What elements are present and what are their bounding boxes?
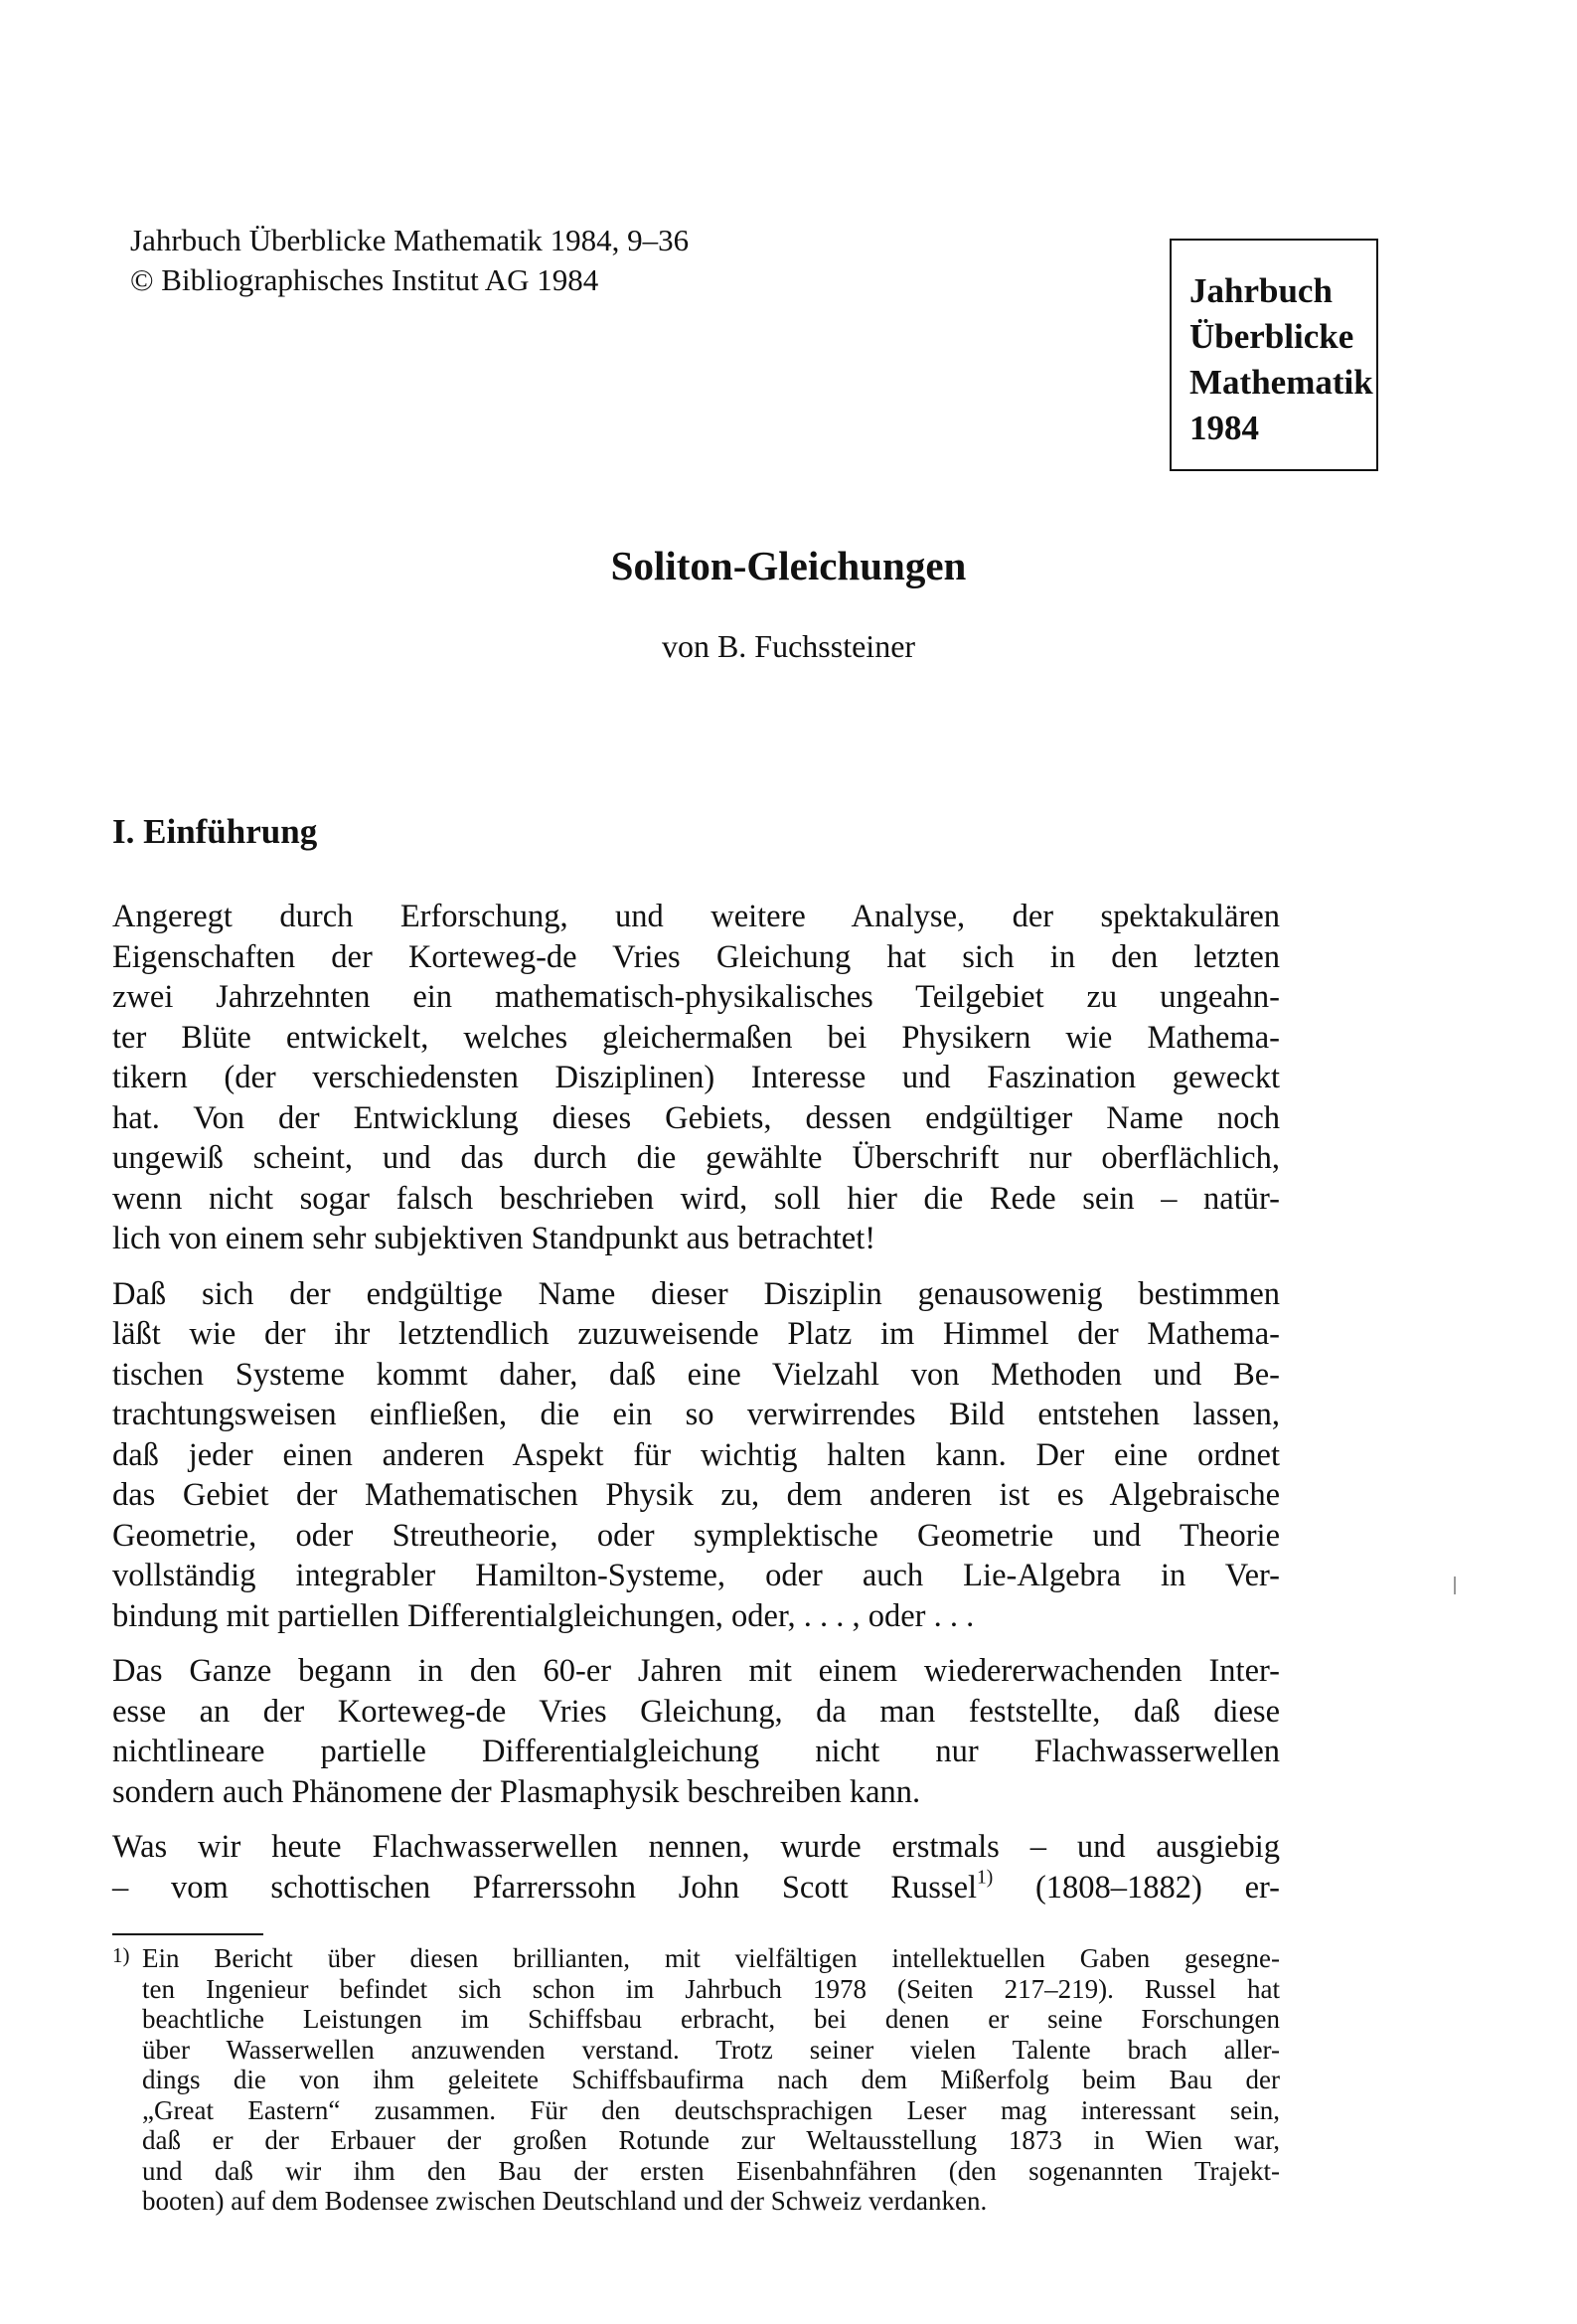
text-line: daß jeder einen anderen Aspekt für wichtig halten kann. Der eine ordnet bbox=[112, 1436, 1280, 1473]
journal-logo-box bbox=[1170, 239, 1378, 471]
footnote-mark: 1) bbox=[112, 1943, 130, 1967]
text-line: trachtungsweisen einfließen, die ein so verwirrendes Bild entstehen lassen, bbox=[112, 1397, 1280, 1432]
header-citation bbox=[130, 221, 689, 300]
text-line: läßt wie der ihr letztendlich zuzuweisende Platz im Himmel der Mathema- bbox=[112, 1316, 1280, 1352]
footnote bbox=[112, 1943, 1280, 2217]
text-line: zwei Jahrzehnten ein mathematisch-physikalisches Teilgebiet zu ungeahn- bbox=[112, 979, 1280, 1015]
text-line: bindung mit partiellen Differentialgleichungen, oder, . . . , oder . . . bbox=[112, 1597, 975, 1634]
text-line: wenn nicht sogar falsch beschrieben wird, soll hier die Rede sein – natür- bbox=[112, 1180, 1280, 1217]
text-line: Das Ganze begann in den 60-er Jahren mit einem wiedererwachenden Inter- bbox=[112, 1653, 1280, 1689]
text-segment: (1808–1882) er- bbox=[993, 1869, 1280, 1906]
journal-box-line-3: Mathematik bbox=[1189, 363, 1373, 402]
body-text bbox=[112, 897, 1280, 1922]
text-line: sondern auch Phänomene der Plasmaphysik beschreiben kann. bbox=[112, 1773, 921, 1810]
text-line: nichtlineare partielle Differentialgleichung nicht nur Flachwasserwellen bbox=[112, 1734, 1280, 1769]
text-line: vollständig integrabler Hamilton-Systeme, oder auch Lie-Algebra in Ver- bbox=[112, 1558, 1280, 1593]
footnote-line: dings die von ihm geleitete Schiffsbaufirma nach dem Mißerfolg beim Bau der bbox=[142, 2065, 1280, 2094]
paragraph-2 bbox=[112, 1274, 1280, 1637]
text-line: Eigenschaften der Korteweg-de Vries Gleichung hat sich in den letzten bbox=[112, 938, 1280, 975]
paragraph-1 bbox=[112, 897, 1280, 1259]
footnote-line: „Great Eastern“ zusammen. Für den deutschsprachigen Leser mag interessant sein, bbox=[142, 2094, 1280, 2125]
footnote-reference[interactable]: 1) bbox=[977, 1866, 994, 1888]
text-line: lich von einem sehr subjektiven Standpunkt aus betrachtet! bbox=[112, 1221, 876, 1256]
section-heading: I. Einführung bbox=[112, 812, 318, 851]
text-line: esse an der Korteweg-de Vries Gleichung, da man feststellte, daß diese bbox=[112, 1693, 1280, 1730]
footnote-line: über Wasserwellen anzuwenden verstand. Trotz seiner vielen Talente brach aller- bbox=[142, 2034, 1280, 2065]
paragraph-3 bbox=[112, 1651, 1280, 1812]
footnote-divider bbox=[112, 1933, 263, 1935]
citation-line-1: Jahrbuch Überblicke Mathematik 1984, 9–36 bbox=[130, 223, 690, 257]
scan-artifact-mark bbox=[1454, 1577, 1456, 1594]
text-line: das Gebiet der Mathematischen Physik zu, dem anderen ist es Algebraische bbox=[112, 1477, 1280, 1513]
text-line: hat. Von der Entwicklung dieses Gebiets, dessen endgültiger Name noch bbox=[112, 1099, 1280, 1136]
text-line: tikern (der verschiedensten Disziplinen) Interesse und Faszination geweckt bbox=[112, 1060, 1280, 1095]
footnote-line: booten) auf dem Bodensee zwischen Deutschland und der Schweiz verdanken. bbox=[142, 2186, 988, 2216]
text-line: Geometrie, oder Streutheorie, oder symplektische Geometrie und Theorie bbox=[112, 1517, 1280, 1554]
footnote-line: ten Ingenieur befindet sich schon im Jahrbuch 1978 (Seiten 217–219). Russel hat bbox=[142, 1973, 1280, 2004]
footnote-line: daß er der Erbauer der großen Rotunde zur Weltausstellung 1873 in Wien war, bbox=[142, 2125, 1280, 2155]
text-line: Was wir heute Flachwasserwellen nennen, wurde erstmals – und ausgiebig bbox=[112, 1829, 1280, 1865]
text-line: ungewiß scheint, und das durch die gewählte Überschrift nur oberflächlich, bbox=[112, 1140, 1280, 1176]
journal-box-line-2: Überblicke bbox=[1189, 317, 1354, 356]
text-line: Daß sich der endgültige Name dieser Disziplin genausowenig bestimmen bbox=[112, 1275, 1280, 1312]
paragraph-4 bbox=[112, 1827, 1280, 1908]
text-segment: – vom schottischen Pfarrerssohn John Scott Russel bbox=[112, 1869, 978, 1906]
text-line: Angeregt durch Erforschung, und weitere Analyse, der spektakulären bbox=[112, 899, 1280, 934]
citation-line-2: © Bibliographisches Institut AG 1984 bbox=[130, 262, 599, 297]
footnote-line: beachtliche Leistungen im Schiffsbau erbracht, bei denen er seine Forschungen bbox=[142, 2004, 1280, 2034]
text-line: tischen Systeme kommt daher, daß eine Vielzahl von Methoden und Be- bbox=[112, 1356, 1280, 1393]
text-line-with-footnote-ref bbox=[112, 1868, 1280, 1909]
footnote-line: Ein Bericht über diesen brillianten, mit vielfältigen intellektuellen Gaben gesegne- bbox=[142, 1943, 1280, 1973]
article-title: Soliton-Gleichungen bbox=[610, 543, 967, 588]
footnote-line: und daß wir ihm den Bau der ersten Eisenbahnfähren (den sogenannten Trajekt- bbox=[142, 2155, 1280, 2186]
journal-box-line-1: Jahrbuch bbox=[1189, 271, 1333, 310]
text-line: ter Blüte entwickelt, welches gleichermaßen bei Physikern wie Mathema- bbox=[112, 1019, 1280, 1056]
article-author: von B. Fuchssteiner bbox=[661, 628, 916, 664]
journal-box-line-4: 1984 bbox=[1189, 409, 1259, 447]
